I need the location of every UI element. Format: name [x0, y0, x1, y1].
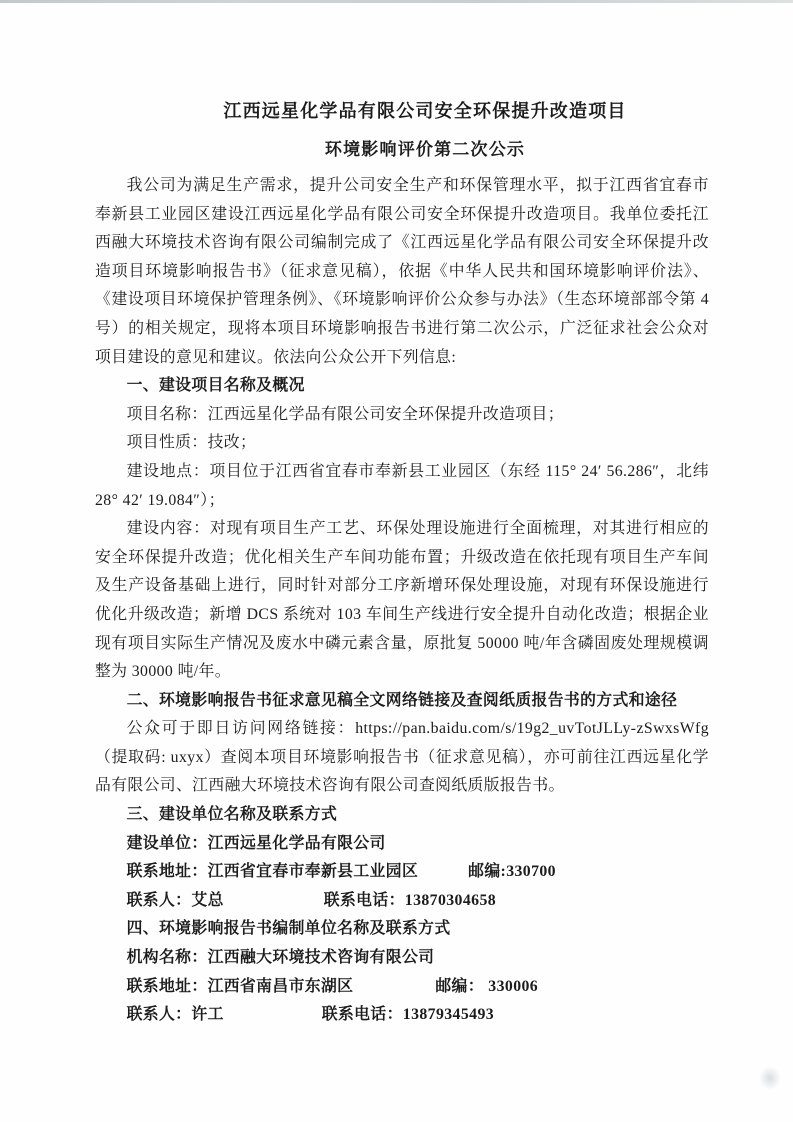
intro-paragraph: 我公司为满足生产需求，提升公司安全生产和环保管理水平，拟于江西省宜春市奉新县工业园区建设江西远星化学品有限公司安全环保提升改造项目。我单位委托江西融大环境技术咨询有限公司编制完成了《江西远星化学品有限公司安全环保提升改造项目环境影响报告书》（征求意见稿），依据《中华人民共和国环境影响评价法》、《建设项目环境保护管理条例》、《环境影响评价公众参与办法》（生态环境部部令第 4 号）的相关规定，现将本项目环境影响报告书进行第二次公示，广泛征求社会公众对项目建设的意见和建议。依法向公众公开下列信息:: [95, 177, 709, 366]
project-content-paragraph: 建设内容：对现有项目生产工艺、环保处理设施进行全面梳理，对其进行相应的安全环保提升改造；优化相关生产车间功能布置；升级改造在依托现有项目生产车间及生产设备基础上进行，同时针对部分工序新增环保处理设施，对现有环保设施进行优化升级改造；新增 DCS 系统对 103 车间生产线进行安全提升自动化改造；根据企业现有项目实际生产情况及废水中磷元素含量，原批复 50000 吨/年含磷固废处理规模调整为 30000 吨/年。: [95, 520, 709, 681]
project-name-line: 项目名称：江西远星化学品有限公司安全环保提升改造项目；: [126, 405, 564, 423]
agency-address: 联系地址：江西省南昌市东湖区: [126, 977, 354, 995]
owner-contact-row: [95, 887, 709, 916]
section-1-heading: 一、建设项目名称及概况: [126, 377, 305, 395]
document-title: 江西远星化学品有限公司安全环保提升改造项目: [223, 101, 627, 121]
agency-address-row: [95, 973, 709, 1002]
owner-address-row: [95, 858, 709, 887]
owner-unit-line: 建设单位：江西远星化学品有限公司: [126, 834, 386, 852]
section-3-heading: 三、建设单位名称及联系方式: [126, 806, 338, 824]
agency-contact-row: [95, 1001, 709, 1030]
scan-artifact-smudge: [759, 1066, 781, 1090]
owner-contact-person: 联系人：艾总: [126, 891, 224, 909]
scan-artifact-top-edge: [0, 0, 793, 3]
section-4-heading: 四、环境影响报告书编制单位名称及联系方式: [126, 920, 451, 938]
agency-contact-person: 联系人：许工: [126, 1006, 224, 1024]
report-access-paragraph: 公众可于即日访问网络链接：https://pan.baidu.com/s/19g2_uvTotJLLy-zSwxsWfg（提取码: uxyx）查阅本项目环境影响报告书（征求意见稿），亦可前往江西远星化学品有限公司、江西融大环境技术咨询有限公司查阅纸质版报告书。: [95, 720, 709, 795]
agency-name-line: 机构名称：江西融大环境技术咨询有限公司: [126, 949, 435, 967]
owner-zip-code: 邮编:330700: [468, 863, 556, 881]
agency-zip-code: 邮编： 330006: [435, 977, 539, 995]
section-2-heading: 二、环境影响报告书征求意见稿全文网络链接及查阅纸质报告书的方式和途径: [126, 691, 678, 709]
project-location-paragraph: 建设地点：项目位于江西省宜春市奉新县工业园区（东经 115° 24′ 56.286″，北纬 28° 42′ 19.084″）；: [95, 462, 709, 509]
agency-phone: 联系电话：13879345493: [321, 1006, 495, 1024]
document-subtitle: 环境影响评价第二次公示: [324, 140, 526, 159]
owner-phone: 联系电话：13870304658: [323, 891, 497, 909]
document-content: [95, 96, 709, 1030]
title-block: [141, 96, 709, 164]
project-nature-line: 项目性质：技改；: [126, 434, 257, 452]
owner-address: 联系地址：江西省宜春市奉新县工业园区: [126, 863, 419, 881]
